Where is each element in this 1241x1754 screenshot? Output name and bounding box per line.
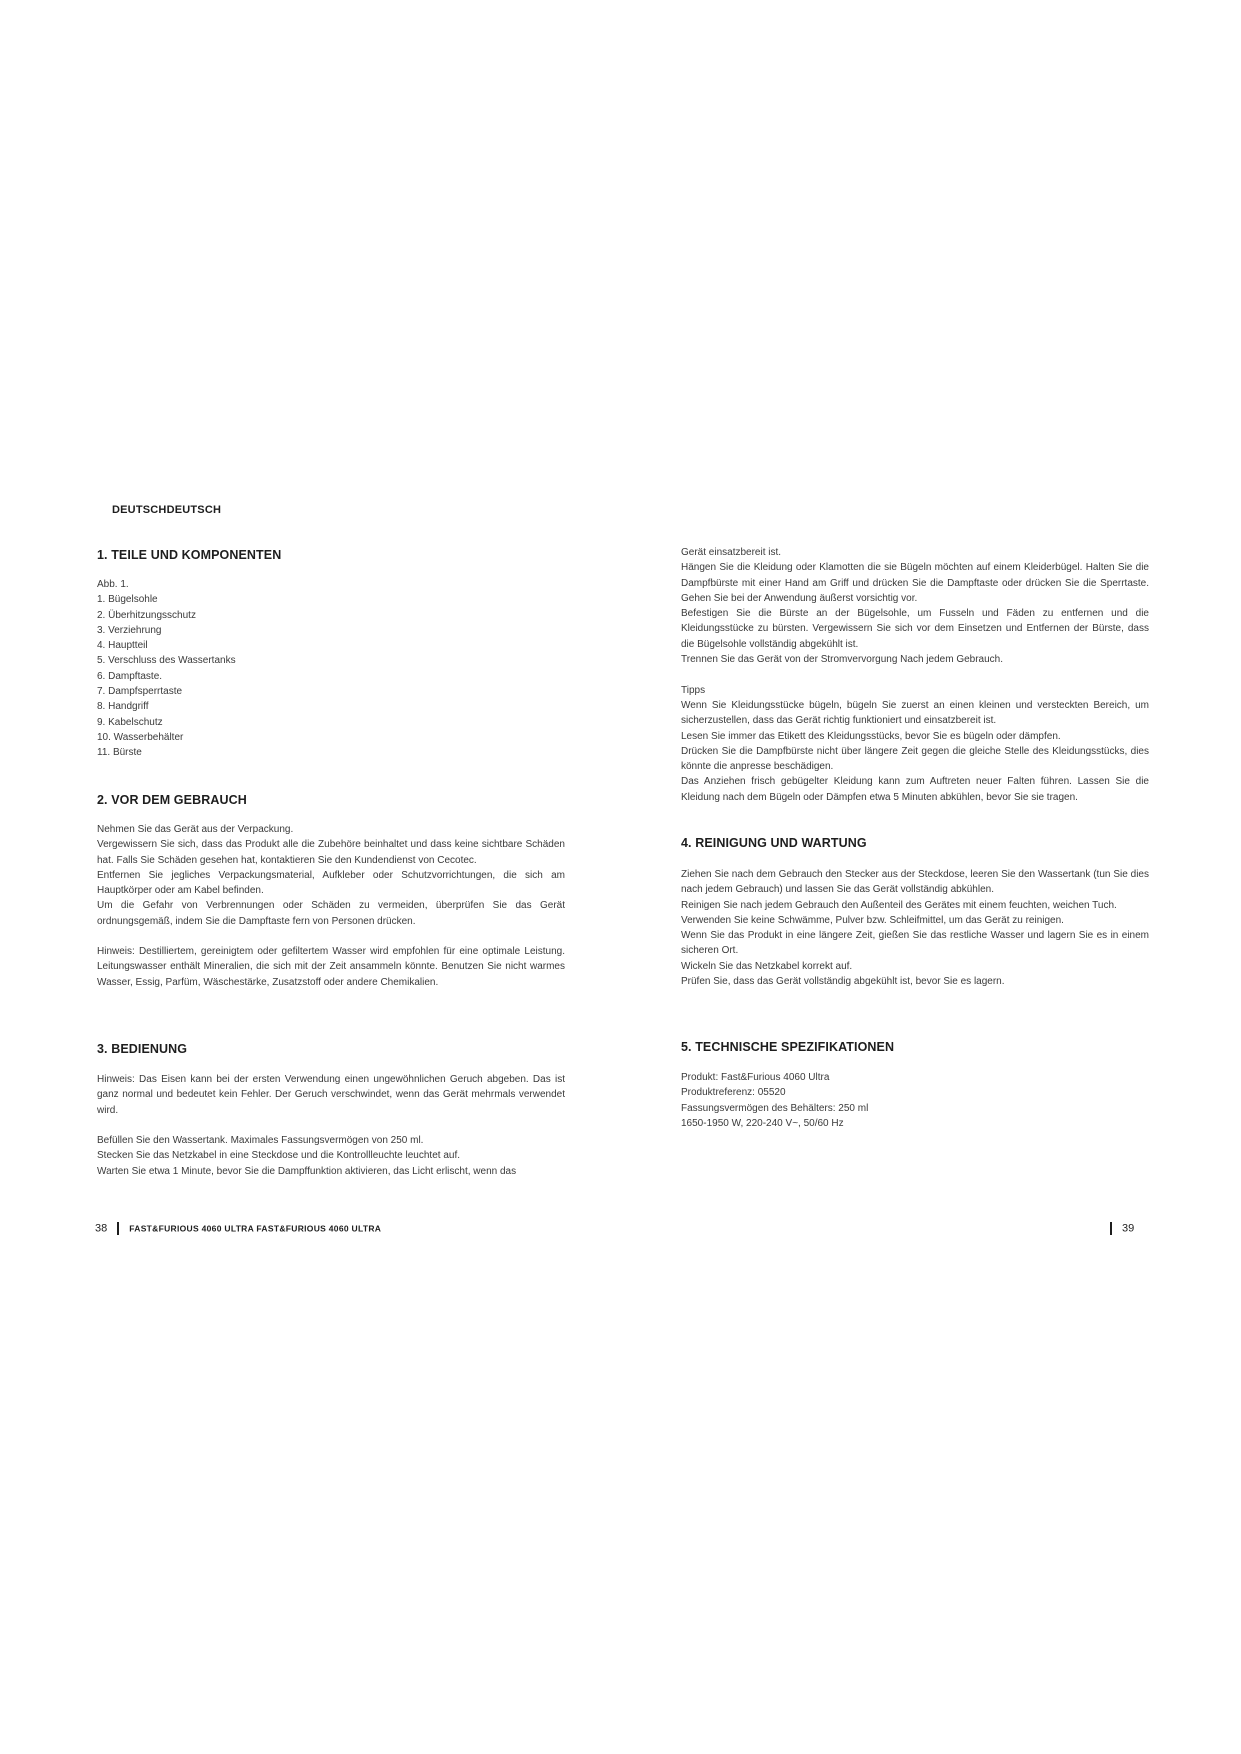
paragraph-line: Stecken Sie das Netzkabel in eine Steckdose und die Kontrollleuchte leuchtet auf. (97, 1150, 461, 1162)
section-4-body (681, 867, 1149, 989)
tips-body (681, 698, 1149, 805)
section-2-body (97, 822, 565, 929)
parts-list (97, 577, 397, 761)
paragraph-line: Nehmen Sie das Gerät aus der Verpackung. (97, 824, 294, 835)
paragraph-line: Vergewissern Sie sich, dass das Produkt alle die Zubehöre beinhaltet und dass keine sichtbare Schäden hat. Falls Sie Schäden gesehen hat, kontaktieren Sie den Kundendienst von Cecotec. (97, 839, 565, 866)
page-number-right: 39 (1122, 1222, 1135, 1235)
paragraph-line: Lesen Sie immer das Etikett des Kleidungsstücks, bevor Sie es bügeln oder dämpfen. (681, 730, 1061, 742)
paragraph-line: Entfernen Sie jegliches Verpackungsmaterial, Aufkleber oder Schutzvorrichtungen, die sich am Hauptkörper oder am Kabel befinden. (97, 869, 565, 897)
paragraph-line: Warten Sie etwa 1 Minute, bevor Sie die Dampffunktion aktivieren, das Licht erlischt, wenn das (97, 1165, 517, 1177)
section-2-title: 2. VOR DEM GEBRAUCH (97, 793, 247, 807)
spec-line: Fassungsvermögen des Behälters: 250 ml (681, 1102, 869, 1114)
section-2-note: Hinweis: Destilliertem, gereinigtem oder gefiltertem Wasser wird empfohlen für eine optimale Leistung. Leitungswasser enthält Mineralien, die sich mit der Zeit ansammeln könnte. Benutzen Sie nicht warmes Wasser, Essig, Parfüm, Wäschestärke, Zusatzstoff oder andere Chemikalien. (97, 946, 565, 988)
list-item: 8. Handgriff (97, 701, 149, 713)
figure-label: Abb. 1. (97, 579, 129, 590)
list-item: 6. Dampftaste. (97, 670, 163, 682)
paragraph-line: Prüfen Sie, dass das Gerät vollständig abgekühlt ist, bevor Sie es lagern. (681, 976, 1005, 988)
list-item: 7. Dampfsperrtaste (97, 686, 183, 698)
paragraph-line: Wenn Sie Kleidungsstücke bügeln, bügeln Sie zuerst an einen kleinen und versteckten Bereich, um sicherzustellen, dass das Gerät richtig funktioniert und einsatzbereit ist. (681, 700, 1149, 727)
paragraph-line: Das Anziehen frisch gebügelter Kleidung kann zum Auftreten neuer Falten führen. Lassen Sie die Kleidung nach dem Bügeln oder Dämpfen etwa 5 Minuten abkühlen, bevor Sie sie tragen. (681, 776, 1149, 803)
right-footer (1100, 1222, 1134, 1235)
tips-title: Tipps (681, 685, 706, 696)
paragraph-line: Um die Gefahr von Verbrennungen oder Schäden zu vermeiden, überprüfen Sie das Gerät ordnungsgemäß, indem Sie die Dampftaste fern von Personen drücken. (97, 900, 565, 927)
paragraph-line: Befestigen Sie die Bürste an der Bügelsohle, um Fusseln und Fäden zu entfernen und die Kleidungsstücke zu bürsten. Vergewissern Sie sich vor dem Einsetzen und Entfernen der Bürste, dass die Bügelsohle vollständig abgekühlt ist. (681, 608, 1149, 650)
section-3-title: 3. BEDIENUNG (97, 1042, 188, 1056)
paragraph-line: Trennen Sie das Gerät von der Stromvervorgung Nach jedem Gebrauch. (681, 654, 1004, 666)
list-item: 4. Hauptteil (97, 640, 148, 652)
left-footer (95, 1222, 381, 1235)
paragraph-line: Wickeln Sie das Netzkabel korrekt auf. (681, 960, 853, 972)
list-item: 11. Bürste (97, 747, 142, 759)
section-5-title: 5. TECHNISCHE SPEZIFIKATIONEN (681, 1040, 895, 1054)
footer-divider (1110, 1222, 1112, 1235)
list-item: 10. Wasserbehälter (97, 731, 184, 743)
paragraph-line: Gerät einsatzbereit ist. (681, 547, 782, 558)
paragraph-line: Wenn Sie das Produkt in eine längere Zeit, gießen Sie das restliche Wasser und lagern Sie es in einem sicheren Ort. (681, 930, 1149, 957)
paragraph-line: Drücken Sie die Dampfbürste nicht über längere Zeit gegen die gleiche Stelle des Kleidungsstücks, dies könnte die anpresse beschädigen. (681, 745, 1149, 773)
paragraph-line: Verwenden Sie keine Schwämme, Pulver bzw. Schleifmittel, um das Gerät zu reinigen. (681, 914, 1064, 926)
spec-line: Produkt: Fast&Furious 4060 Ultra (681, 1072, 830, 1083)
specifications (681, 1070, 1149, 1131)
paragraph-line: Befüllen Sie den Wassertank. Maximales Fassungsvermögen von 250 ml. (97, 1135, 424, 1146)
paragraph-line: Ziehen Sie nach dem Gebrauch den Stecker aus der Steckdose, leeren Sie den Wassertank (tun Sie dies nach jedem Gebrauch) und lassen Sie das Gerät vollständig abkühlen. (681, 869, 1149, 896)
paragraph-line: Reinigen Sie nach jedem Gebrauch den Außenteil des Gerätes mit einem feuchten, weichen Tuch. (681, 899, 1117, 911)
list-item: 9. Kabelschutz (97, 716, 163, 728)
footer-product-name: FAST&FURIOUS 4060 ULTRA FAST&FURIOUS 4060 ULTRA (129, 1223, 382, 1234)
spec-line: 1650-1950 W, 220-240 V~, 50/60 Hz (681, 1117, 844, 1129)
list-item: 5. Verschluss des Wassertanks (97, 655, 236, 667)
language-label: DEUTSCHDEUTSCH (112, 504, 222, 516)
section-3-steps (97, 1133, 577, 1179)
section-1-title: 1. TEILE UND KOMPONENTEN (97, 548, 282, 562)
spec-line: Produktreferenz: 05520 (681, 1087, 786, 1099)
list-item: 1. Bügelsohle (97, 594, 158, 606)
section-4-title: 4. REINIGUNG UND WARTUNG (681, 836, 867, 850)
section-3-note: Hinweis: Das Eisen kann bei der ersten Verwendung einen ungewöhnlichen Geruch abgeben. Das ist ganz normal und bedeutet kein Fehler. Der Geruch verschwindet, wenn das Gerät mehrmals verwendet wird. (97, 1074, 565, 1116)
paragraph-line: Hängen Sie die Kleidung oder Klamotten die sie Bügeln möchten auf einem Kleiderbügel. Halten Sie die Dampfbürste mit einer Hand am Griff und drücken Sie die Dampftaste oder drücken Sie die Sperrtaste. Gehen Sie bei der Anwendung äußerst vorsichtig vor. (681, 562, 1149, 604)
list-item: 3. Verziehrung (97, 624, 162, 636)
footer-divider (117, 1222, 119, 1235)
list-item: 2. Überhitzungsschutz (97, 609, 196, 621)
section-3-continued (681, 545, 1149, 667)
page-number-left: 38 (95, 1222, 108, 1235)
